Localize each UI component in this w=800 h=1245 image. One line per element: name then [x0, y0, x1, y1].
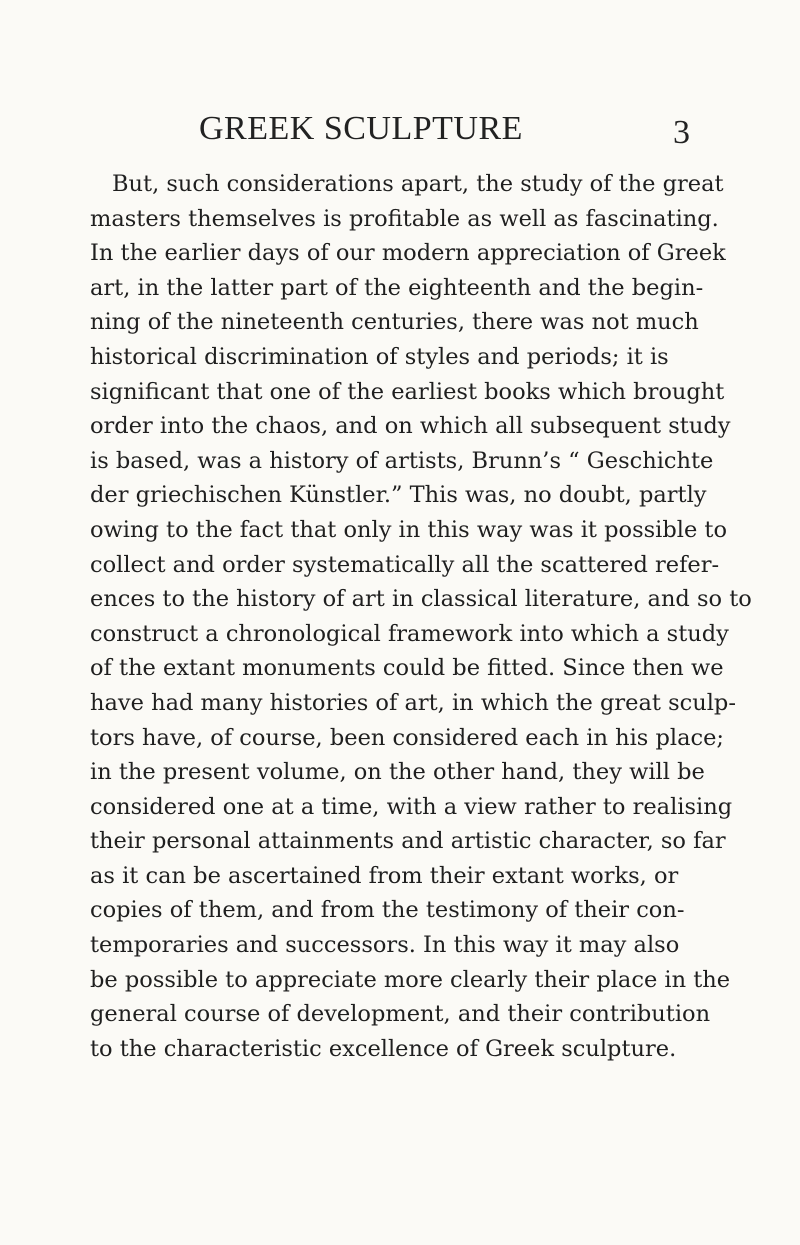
text-line: ning of the nineteenth centuries, there was not much [90, 309, 699, 336]
text-line: temporaries and successors. In this way it may also [90, 932, 680, 959]
text-line: art, in the latter part of the eighteenth and the begin- [90, 274, 704, 301]
text-line: In the earlier days of our modern appreciation of Greek [90, 240, 726, 267]
text-line: considered one at a time, with a view rather to realising [90, 793, 733, 820]
text-line: historical discrimination of styles and periods; it is [90, 343, 669, 370]
text-line: But, such considerations apart, the study of the great [112, 171, 724, 197]
text-line: masters themselves is profitable as well as fascinating. [90, 205, 719, 232]
text-line: general course of development, and their contribution [90, 1001, 711, 1028]
running-title: GREEK SCULPTURE [199, 110, 523, 147]
text-line: significant that one of the earliest books which brought [90, 378, 725, 405]
text-line: tors have, of course, been considered each in his place; [90, 724, 724, 751]
page-number: 3 [673, 114, 690, 151]
text-line: as it can be ascertained from their extant works, or [90, 862, 679, 889]
text-line: collect and order systematically all the scattered refer- [90, 551, 720, 578]
text-line: copies of them, and from the testimony of their con- [90, 897, 685, 924]
text-line: their personal attainments and artistic character, so far [90, 828, 726, 855]
text-line: in the present volume, on the other hand, they will be [90, 759, 705, 786]
text-line: to the characteristic excellence of Greek sculpture. [90, 1035, 677, 1062]
text-line: owing to the fact that only in this way was it possible to [90, 516, 728, 543]
text-line: ences to the history of art in classical literature, and so to [90, 586, 752, 613]
text-line: have had many histories of art, in which the great sculp- [90, 689, 736, 716]
text-line: be possible to appreciate more clearly their place in the [90, 966, 731, 993]
text-line: construct a chronological framework into which a study [90, 620, 729, 647]
text-line: order into the chaos, and on which all subsequent study [90, 413, 731, 440]
body-paragraph [90, 167, 752, 1066]
text-line: is based, was a history of artists, Brunn’s “ Geschichte [90, 447, 714, 474]
text-line: of the extant monuments could be fitted. Since then we [90, 655, 724, 682]
text-line: der griechischen Künstler.” This was, no doubt, partly [90, 482, 707, 509]
